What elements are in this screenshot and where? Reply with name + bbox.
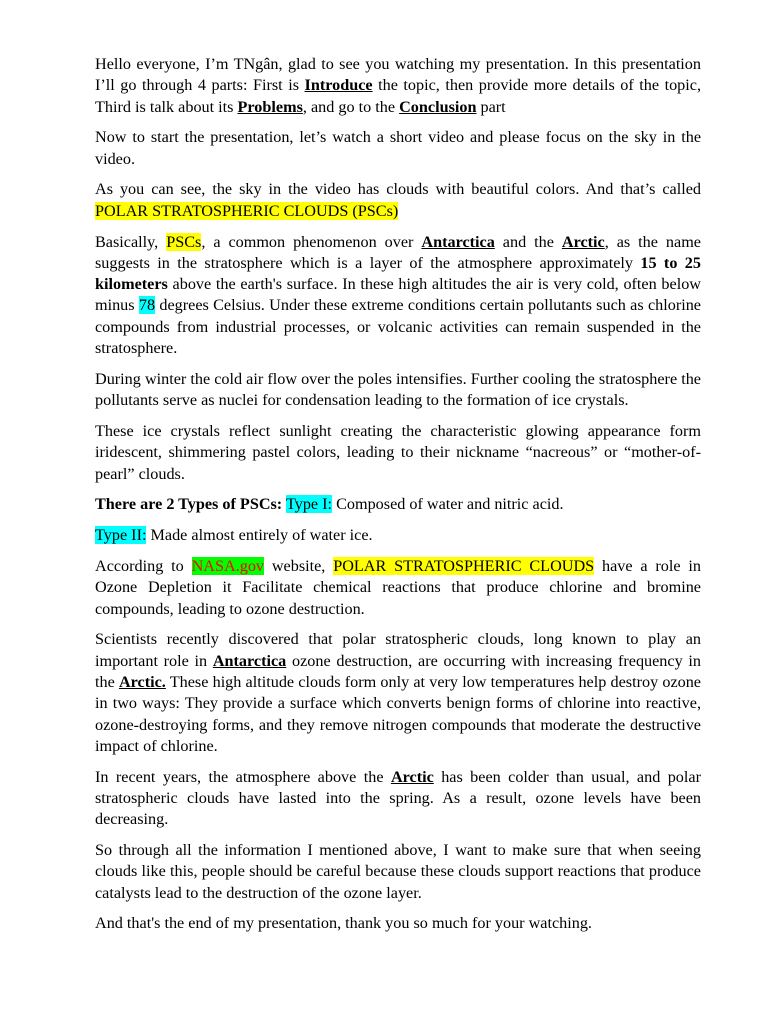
- paragraph-text: has been colder than usual, and polar stratospheric clouds have lasted into the spring. As a result, ozone levels have been decreasing.: [95, 767, 701, 829]
- paragraph-text: part: [476, 97, 506, 116]
- keyword-antarctica: Antarctica: [212, 651, 287, 670]
- keyword-arctic: Arctic.: [118, 672, 166, 691]
- paragraph-type-2: [95, 525, 701, 546]
- keyword-introduce: Introduce: [304, 76, 373, 95]
- highlight-psc-name: POLAR STRATOSPHERIC CLOUDS (PSCs): [95, 201, 399, 220]
- document-page: [95, 54, 701, 944]
- paragraph-text: According to: [95, 556, 192, 575]
- paragraph-summary: So through all the information I mentioned above, I want to make sure that when seeing clouds like this, people should be careful because these clouds support reactions that produce catalysts lead to the destruction of the ozone layer.: [95, 841, 701, 902]
- paragraph-text: , and go to the: [302, 97, 400, 116]
- paragraph-scientists: [95, 629, 701, 757]
- paragraph-types: [95, 494, 701, 515]
- highlight-psc-name-2: POLAR STRATOSPHERIC CLOUDS: [333, 556, 595, 575]
- highlight-type-2: Type II:: [95, 526, 147, 545]
- paragraph-text: the topic, then provide more details of the topic, Third is talk about its: [95, 76, 701, 116]
- keyword-arctic: Arctic: [390, 767, 434, 786]
- highlight-temperature: 78: [138, 296, 156, 315]
- paragraph-clouds-colors: [95, 179, 701, 222]
- paragraph-text: , a common phenomenon over: [201, 232, 422, 251]
- paragraph-video: Now to start the presentation, let’s watch a short video and please focus on the sky in the video.: [95, 128, 701, 168]
- paragraph-text: Hello everyone, I’m TNgân, glad to see you watching my presentation. In this presentation I’ll go through 4 parts: First is: [95, 55, 701, 95]
- paragraph-ending: And that's the end of my presentation, thank you so much for your watching.: [95, 914, 592, 933]
- paragraph-nasa: [95, 556, 701, 620]
- paragraph-text: ozone destruction, are occurring with increasing frequency in the: [95, 651, 701, 691]
- paragraph-text: Scientists recently discovered that polar stratospheric clouds, long known to play an important role in: [95, 630, 701, 670]
- keyword-altitude: 15 to 25 kilometers: [95, 253, 701, 294]
- keyword-problems: Problems: [237, 97, 303, 116]
- paragraph-text: degrees Celsius. Under these extreme conditions certain pollutants such as chlorine compounds from industrial processes, or volcanic activities can remain suspended in the stratosphere.: [95, 296, 701, 358]
- paragraph-basically: [95, 232, 701, 360]
- paragraph-text: As you can see, the sky in the video has clouds with beautiful colors. And that’s called: [95, 180, 701, 199]
- paragraph-text: In recent years, the atmosphere above the: [95, 767, 391, 786]
- paragraph-ice-crystals: These ice crystals reflect sunlight creating the characteristic glowing appearance form iridescent, shimmering pastel colors, leading to their nickname “nacreous” or “mother-of-pearl” clouds.: [95, 421, 701, 483]
- highlight-nasa-link: NASA.gov: [191, 556, 265, 575]
- paragraph-text: above the earth's surface. In these high altitudes the air is very cold, often below minus: [95, 275, 701, 315]
- keyword-conclusion: Conclusion: [399, 97, 477, 116]
- paragraph-text: Basically,: [95, 232, 167, 251]
- paragraph-text: These high altitude clouds form only at very low temperatures help destroy ozone in two ways: They provide a surface which converts benign forms of chlorine into reactive, ozone-destroying forms, and they remove nitrogen compounds that moderate the destructive impact of chlorine.: [95, 672, 701, 755]
- paragraph-text: , as the name suggests in the stratosphere which is a layer of the atmosphere approximately: [95, 232, 701, 272]
- heading-types: There are 2 Types of PSCs:: [95, 495, 283, 514]
- paragraph-winter: During winter the cold air flow over the poles intensifies. Further cooling the stratosphere the pollutants serve as nuclei for condensation leading to the formation of ice crystals.: [95, 369, 701, 410]
- paragraph-text: Composed of water and nitric acid.: [332, 495, 564, 514]
- paragraph-recent-years: [95, 767, 701, 831]
- paragraph-intro: [95, 54, 701, 118]
- paragraph-text: Made almost entirely of water ice.: [146, 526, 373, 545]
- paragraph-text: have a role in Ozone Depletion it Facilitate chemical reactions that produce chlorine and bromine compounds, leading to ozone destruction.: [95, 556, 702, 618]
- keyword-antarctica: Antarctica: [421, 232, 495, 251]
- highlight-type-1: Type I:: [285, 495, 333, 514]
- paragraph-text: website,: [264, 556, 334, 575]
- highlight-pscs: PSCs: [166, 232, 202, 251]
- paragraph-text: and the: [494, 232, 562, 251]
- keyword-arctic: Arctic: [561, 232, 605, 251]
